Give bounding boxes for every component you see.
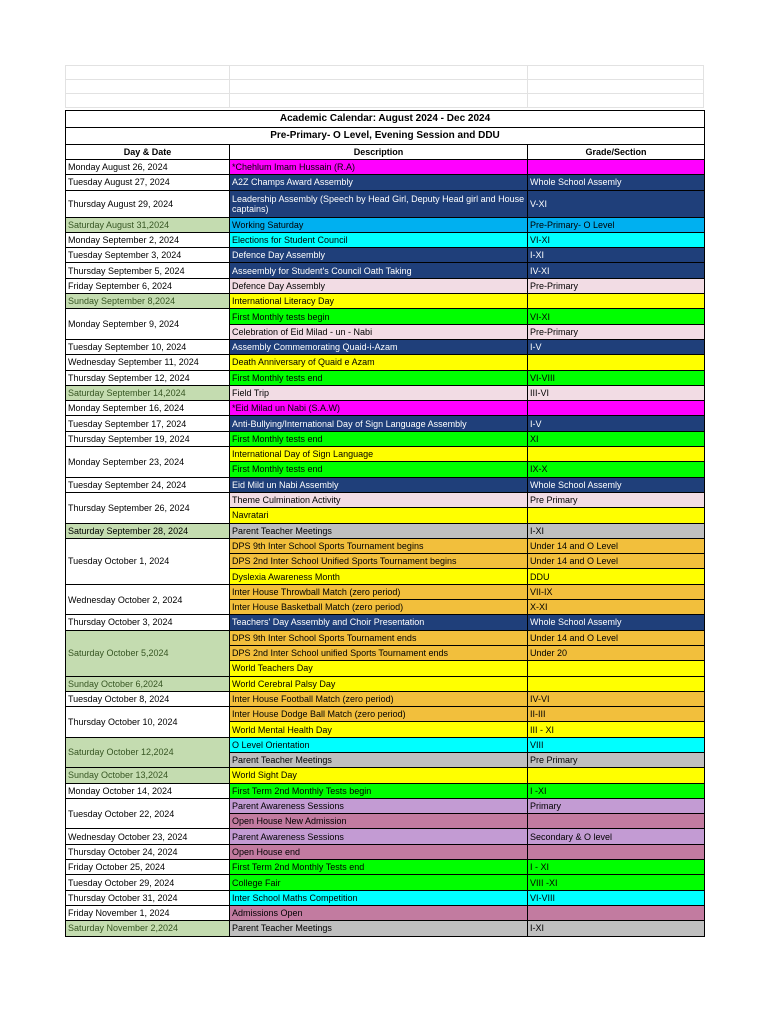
column-header-grade: Grade/Section	[528, 145, 705, 160]
date-cell[interactable]: Wednesday September 11, 2024	[66, 355, 230, 370]
table-row	[66, 875, 705, 890]
grade-section-cell[interactable]: VIII -XI	[528, 875, 705, 890]
description-cell[interactable]: World Mental Health Day	[230, 722, 528, 737]
date-cell[interactable]: Wednesday October 2, 2024	[66, 584, 230, 615]
empty-cell[interactable]	[528, 94, 704, 108]
date-cell[interactable]: Thursday September 19, 2024	[66, 431, 230, 446]
table-row	[66, 477, 705, 492]
table-row	[66, 416, 705, 431]
table-row	[66, 538, 705, 553]
description-cell[interactable]: Defence Day Assembly	[230, 248, 528, 263]
description-cell[interactable]: Elections for Student Council	[230, 232, 528, 247]
table-row	[66, 615, 705, 630]
grade-section-cell[interactable]: Pre Primary	[528, 492, 705, 507]
grade-section-cell[interactable]: I -XI	[528, 783, 705, 798]
description-cell[interactable]: Parent Teacher Meetings	[230, 752, 528, 767]
table-row	[66, 339, 705, 354]
grade-section-cell[interactable]: X-XI	[528, 600, 705, 615]
table-row	[66, 890, 705, 905]
date-cell[interactable]: Thursday September 26, 2024	[66, 492, 230, 523]
date-cell[interactable]: Friday September 6, 2024	[66, 278, 230, 293]
description-cell[interactable]: Inter House Dodge Ball Match (zero period)	[230, 707, 528, 722]
date-cell[interactable]: Thursday October 24, 2024	[66, 844, 230, 859]
grade-section-cell[interactable]	[528, 160, 705, 175]
description-cell[interactable]: Leadership Assembly (Speech by Head Girl, Deputy Head girl and House captains)	[230, 190, 528, 217]
description-cell[interactable]: DPS 9th Inter School Sports Tournament begins	[230, 538, 528, 553]
column-header-description: Description	[230, 145, 528, 160]
grade-section-cell[interactable]: Primary	[528, 798, 705, 813]
table-row	[66, 676, 705, 691]
description-cell[interactable]: World Cerebral Palsy Day	[230, 676, 528, 691]
date-cell[interactable]: Tuesday September 3, 2024	[66, 248, 230, 263]
grade-section-cell[interactable]: I - XI	[528, 860, 705, 875]
description-cell[interactable]: Admissions Open	[230, 905, 528, 920]
table-row	[66, 798, 705, 813]
description-cell[interactable]: Parent Teacher Meetings	[230, 921, 528, 936]
table-row	[66, 263, 705, 278]
date-cell[interactable]: Saturday November 2,2024	[66, 921, 230, 936]
date-cell[interactable]: Tuesday August 27, 2024	[66, 175, 230, 190]
grade-section-cell[interactable]: Pre-Primary	[528, 324, 705, 339]
date-cell[interactable]: Thursday September 5, 2024	[66, 263, 230, 278]
description-cell[interactable]: Working Saturday	[230, 217, 528, 232]
grade-section-cell[interactable]: XI	[528, 431, 705, 446]
description-cell[interactable]: International Day of Sign Language	[230, 447, 528, 462]
date-cell[interactable]: Monday September 9, 2024	[66, 309, 230, 340]
table-row	[66, 175, 705, 190]
grade-section-cell[interactable]	[528, 508, 705, 523]
table-row	[66, 309, 705, 324]
column-header-row	[66, 145, 705, 160]
grade-section-cell[interactable]: Under 20	[528, 645, 705, 660]
grade-section-cell[interactable]	[528, 768, 705, 783]
date-cell[interactable]: Saturday August 31,2024	[66, 217, 230, 232]
date-cell[interactable]: Wednesday October 23, 2024	[66, 829, 230, 844]
date-cell[interactable]: Monday September 23, 2024	[66, 447, 230, 478]
table-row	[66, 691, 705, 706]
spreadsheet-empty-rows	[65, 65, 704, 108]
date-cell[interactable]: Tuesday October 29, 2024	[66, 875, 230, 890]
grade-section-cell[interactable]: Whole School Assemly	[528, 477, 705, 492]
title-row	[66, 111, 705, 128]
grade-section-cell[interactable]: VIII	[528, 737, 705, 752]
description-cell[interactable]: First Term 2nd Monthly Tests begin	[230, 783, 528, 798]
empty-cell[interactable]	[528, 66, 704, 80]
description-cell[interactable]: *Chehlum Imam Hussain (R.A)	[230, 160, 528, 175]
grade-section-cell[interactable]: IV-XI	[528, 263, 705, 278]
date-cell[interactable]: Monday September 2, 2024	[66, 232, 230, 247]
description-cell[interactable]: First Monthly tests end	[230, 370, 528, 385]
date-cell[interactable]: Tuesday October 8, 2024	[66, 691, 230, 706]
description-cell[interactable]: First Term 2nd Monthly Tests end	[230, 860, 528, 875]
description-cell[interactable]: Defence Day Assembly	[230, 278, 528, 293]
description-cell[interactable]: Parent Teacher Meetings	[230, 523, 528, 538]
table-row	[66, 921, 705, 936]
grade-section-cell[interactable]: Under 14 and O Level	[528, 538, 705, 553]
column-header-date: Day & Date	[66, 145, 230, 160]
calendar-title: Academic Calendar: August 2024 - Dec 2024	[66, 111, 705, 128]
empty-cell[interactable]	[66, 80, 230, 94]
description-cell[interactable]: DPS 2nd Inter School Unified Sports Tournament begins	[230, 554, 528, 569]
date-cell[interactable]: Tuesday October 1, 2024	[66, 538, 230, 584]
table-row	[66, 630, 705, 645]
table-row	[66, 401, 705, 416]
grade-section-cell[interactable]	[528, 844, 705, 859]
description-cell[interactable]: Teachers' Day Assembly and Choir Presentation	[230, 615, 528, 630]
grade-section-cell[interactable]	[528, 355, 705, 370]
description-cell[interactable]: Parent Awareness Sessions	[230, 798, 528, 813]
grade-section-cell[interactable]: DDU	[528, 569, 705, 584]
table-row	[66, 844, 705, 859]
grade-section-cell[interactable]: Under 14 and O Level	[528, 554, 705, 569]
description-cell[interactable]: Death Anniversary of Quaid e Azam	[230, 355, 528, 370]
description-cell[interactable]: Inter School Maths Competition	[230, 890, 528, 905]
table-row	[66, 707, 705, 722]
description-cell[interactable]: World Teachers Day	[230, 661, 528, 676]
description-cell[interactable]: International Literacy Day	[230, 294, 528, 309]
description-cell[interactable]: Field Trip	[230, 385, 528, 400]
grade-section-cell[interactable]	[528, 447, 705, 462]
date-cell[interactable]: Tuesday September 24, 2024	[66, 477, 230, 492]
academic-calendar-table	[65, 110, 705, 937]
table-row	[66, 447, 705, 462]
grade-section-cell[interactable]: I-XI	[528, 921, 705, 936]
table-row	[66, 294, 705, 309]
grade-section-cell[interactable]: VI-XI	[528, 232, 705, 247]
table-row	[66, 160, 705, 175]
description-cell[interactable]: World Sight Day	[230, 768, 528, 783]
date-cell[interactable]: Thursday August 29, 2024	[66, 190, 230, 217]
grade-section-cell[interactable]	[528, 401, 705, 416]
grade-section-cell[interactable]	[528, 661, 705, 676]
subtitle-row	[66, 128, 705, 145]
grade-section-cell[interactable]: I-XI	[528, 523, 705, 538]
date-cell[interactable]: Monday October 14, 2024	[66, 783, 230, 798]
empty-cell[interactable]	[528, 80, 704, 94]
description-cell[interactable]: Inter House Basketball Match (zero period)	[230, 600, 528, 615]
description-cell[interactable]: Inter House Football Match (zero period)	[230, 691, 528, 706]
grade-section-cell[interactable]: Secondary & O level	[528, 829, 705, 844]
description-cell[interactable]: Parent Awareness Sessions	[230, 829, 528, 844]
description-cell[interactable]: Open House end	[230, 844, 528, 859]
grade-section-cell[interactable]	[528, 676, 705, 691]
description-cell[interactable]: Assembly Commemorating Quaid-i-Azam	[230, 339, 528, 354]
description-cell[interactable]: First Monthly tests end	[230, 462, 528, 477]
description-cell[interactable]: Theme Culmination Activity	[230, 492, 528, 507]
table-row	[66, 385, 705, 400]
description-cell[interactable]: DPS 2nd Inter School unified Sports Tournament ends	[230, 645, 528, 660]
table-row	[66, 905, 705, 920]
grade-section-cell[interactable]: Whole School Assemly	[528, 615, 705, 630]
table-row	[66, 232, 705, 247]
date-cell[interactable]: Sunday September 8,2024	[66, 294, 230, 309]
grade-section-cell[interactable]: I-XI	[528, 248, 705, 263]
table-row	[66, 190, 705, 217]
description-cell[interactable]: O Level Orientation	[230, 737, 528, 752]
description-cell[interactable]: Navratari	[230, 508, 528, 523]
description-cell[interactable]: DPS 9th Inter School Sports Tournament ends	[230, 630, 528, 645]
date-cell[interactable]: Saturday September 14,2024	[66, 385, 230, 400]
grade-section-cell[interactable]: VI-XI	[528, 309, 705, 324]
date-cell[interactable]: Friday November 1, 2024	[66, 905, 230, 920]
description-cell[interactable]: Open House New Admission	[230, 814, 528, 829]
table-row	[66, 492, 705, 507]
empty-cell[interactable]	[230, 94, 528, 108]
date-cell[interactable]: Tuesday September 10, 2024	[66, 339, 230, 354]
table-row	[66, 278, 705, 293]
grade-section-cell[interactable]: Pre-Primary- O Level	[528, 217, 705, 232]
grade-section-cell[interactable]: Whole School Assemly	[528, 175, 705, 190]
grade-section-cell[interactable]: V-XI	[528, 190, 705, 217]
description-cell[interactable]: A2Z Champs Award Assembly	[230, 175, 528, 190]
grade-section-cell[interactable]: Pre-Primary	[528, 278, 705, 293]
description-cell[interactable]: *Eid Milad un Nabi (S.A.W)	[230, 401, 528, 416]
description-cell[interactable]: Anti-Bullying/International Day of Sign Language Assembly	[230, 416, 528, 431]
description-cell[interactable]: Asseembly for Student's Council Oath Taking	[230, 263, 528, 278]
date-cell[interactable]: Saturday October 12,2024	[66, 737, 230, 768]
date-cell[interactable]: Tuesday October 22, 2024	[66, 798, 230, 829]
date-cell[interactable]: Friday October 25, 2024	[66, 860, 230, 875]
table-row	[66, 523, 705, 538]
table-row	[66, 355, 705, 370]
table-row	[66, 217, 705, 232]
description-cell[interactable]: First Monthly tests end	[230, 431, 528, 446]
table-row	[66, 737, 705, 752]
empty-cell[interactable]	[66, 94, 230, 108]
empty-cell[interactable]	[66, 66, 230, 80]
table-row	[66, 829, 705, 844]
date-cell[interactable]: Thursday October 10, 2024	[66, 707, 230, 738]
grade-section-cell[interactable]: I-V	[528, 339, 705, 354]
description-cell[interactable]: First Monthly tests begin	[230, 309, 528, 324]
date-cell[interactable]: Saturday September 28, 2024	[66, 523, 230, 538]
table-row	[66, 431, 705, 446]
description-cell[interactable]: Eid Mild un Nabi Assembly	[230, 477, 528, 492]
grade-section-cell[interactable]	[528, 294, 705, 309]
grade-section-cell[interactable]: III-VI	[528, 385, 705, 400]
grade-section-cell[interactable]: IV-VI	[528, 691, 705, 706]
grade-section-cell[interactable]	[528, 905, 705, 920]
date-cell[interactable]: Sunday October 6,2024	[66, 676, 230, 691]
grade-section-cell[interactable]: II-III	[528, 707, 705, 722]
grade-section-cell[interactable]	[528, 814, 705, 829]
grade-section-cell[interactable]: III - XI	[528, 722, 705, 737]
table-row	[66, 370, 705, 385]
description-cell[interactable]: Dyslexia Awareness Month	[230, 569, 528, 584]
description-cell[interactable]: College Fair	[230, 875, 528, 890]
calendar-subtitle: Pre-Primary- O Level, Evening Session and DDU	[66, 128, 705, 145]
table-row	[66, 584, 705, 599]
date-cell[interactable]: Sunday October 13,2024	[66, 768, 230, 783]
date-cell[interactable]: Saturday October 5,2024	[66, 630, 230, 676]
date-cell[interactable]: Thursday September 12, 2024	[66, 370, 230, 385]
table-row	[66, 768, 705, 783]
description-cell[interactable]: Inter House Throwball Match (zero period)	[230, 584, 528, 599]
empty-cell[interactable]	[230, 80, 528, 94]
grade-section-cell[interactable]: Under 14 and O Level	[528, 630, 705, 645]
date-cell[interactable]: Thursday October 3, 2024	[66, 615, 230, 630]
grade-section-cell[interactable]: VII-IX	[528, 584, 705, 599]
empty-cell[interactable]	[230, 66, 528, 80]
grade-section-cell[interactable]: I-V	[528, 416, 705, 431]
grade-section-cell[interactable]: VI-VIII	[528, 890, 705, 905]
table-row	[66, 783, 705, 798]
grade-section-cell[interactable]: Pre Primary	[528, 752, 705, 767]
date-cell[interactable]: Monday September 16, 2024	[66, 401, 230, 416]
grade-section-cell[interactable]: VI-VIII	[528, 370, 705, 385]
grade-section-cell[interactable]: IX-X	[528, 462, 705, 477]
date-cell[interactable]: Thursday October 31, 2024	[66, 890, 230, 905]
date-cell[interactable]: Monday August 26, 2024	[66, 160, 230, 175]
description-cell[interactable]: Celebration of Eid Milad - un - Nabi	[230, 324, 528, 339]
table-row	[66, 248, 705, 263]
date-cell[interactable]: Tuesday September 17, 2024	[66, 416, 230, 431]
table-row	[66, 860, 705, 875]
